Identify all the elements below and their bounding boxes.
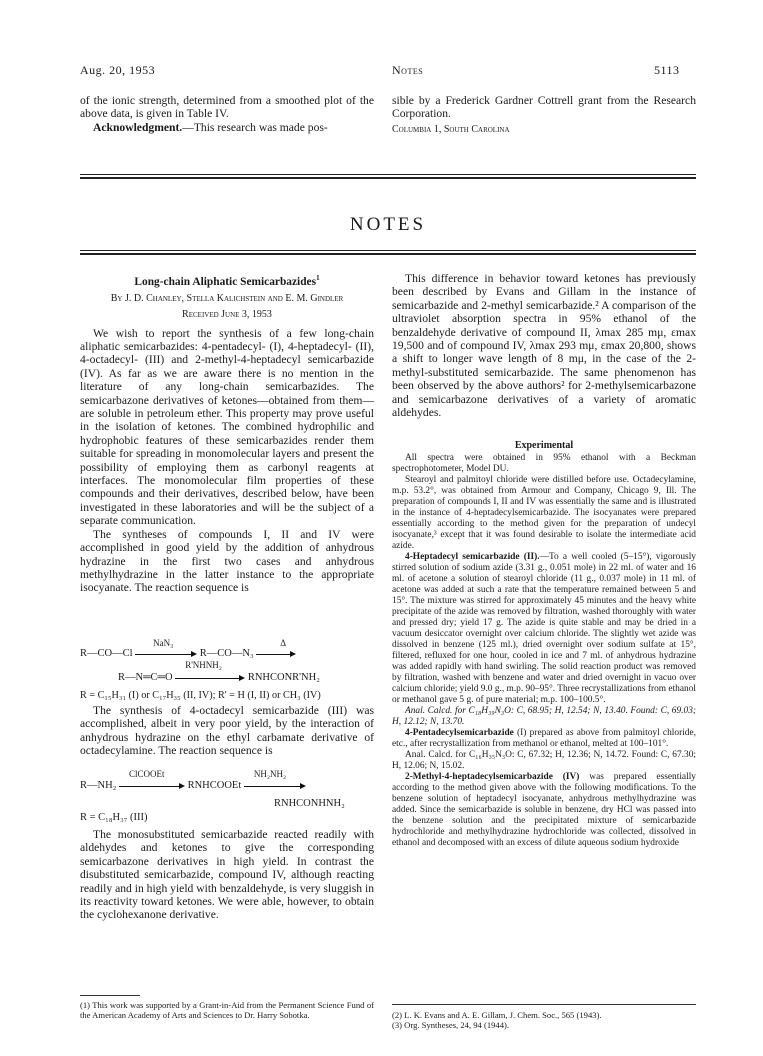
- eq2-reagent-2: NH₂NH₂: [253, 769, 287, 779]
- section-rule-top-2: [80, 177, 696, 179]
- affiliation: Columbia 1, South Carolina: [392, 123, 510, 135]
- exp-spectra: All spectra were obtained in 95% ethanol with a Beckman spectrophotometer, Model DU.: [392, 453, 696, 474]
- eq2-arrow-1: [119, 781, 185, 791]
- section-rule-bottom: [80, 250, 696, 251]
- eq1-arrow-1: [135, 649, 197, 659]
- exp-materials: Stearoyl and palmitoyl chloride were distilled before use. Octadecylamine, m.p. 53.2°, was obtained from Armour and Company, Chicago 9, Ill. The preparation of compounds I, II and IV was essentially the same and is illustrated in the instance of 4-heptadecylsemicarbazide. The isocyanates were prepared essentially according to the method given for the preparation of undecyl isocyanate,³ except that it was found desirable to isolate the intermediate acid azide.: [392, 475, 696, 551]
- eq1-reagent-1: NaN₃: [153, 638, 174, 648]
- paragraph-difference: This difference in behavior toward ketones has previously been described by Evans and Gillam in the instance of semicarbazide and 2-methyl semicarbazide.² A comparison of the ultraviolet absorption spectra in 95% ethanol of the benzaldehyde derivative of compound II, λmax 285 mμ, εmax 19,500 and of compound IV, λmax 293 mμ, εmax 20,800, shows a shift to longer wave length of 8 mμ, in the case of the 2-methyl-substituted semicarbazide. The same phenomenon has been observed by the above authors² for 2-methylsemicarbazone and semicarbazone derivatives of a variety of aromatic aldehydes.: [392, 272, 696, 420]
- eq1-product: RNHCONR'NH₂: [247, 672, 320, 683]
- section-rule-top: [80, 174, 696, 175]
- paragraph-syntheses: The syntheses of compounds I, II and IV were accomplished in good yield by the addition of anhydrous hydrazine in the first two cases and anhydrous methylhydrazine in the latter instance to the appropriate isocyanate. The reaction sequence is: [80, 527, 374, 595]
- eq1-reagent-3: R'NHNH₂: [185, 660, 222, 670]
- received-date: Received June 3, 1953: [182, 309, 272, 321]
- right-column: [392, 272, 696, 419]
- footnote-2: (2) L. K. Evans and A. E. Gillam, J. Chem. Soc., 565 (1943).: [392, 1010, 602, 1020]
- paragraph-reactivity: The monosubstituted semicarbazide reacted readily with aldehydes and ketones to give the corresponding semicarbazone derivatives in high yield. In contrast the disubstituted semicarbazide, compound IV, although reacting readily and in high yield with benzaldehyde, is very sluggish in its reactivity toward ketones. We were able, however, to obtain the cyclohexanone derivative.: [80, 828, 374, 922]
- footnote-3: (3) Org. Syntheses, 24, 94 (1944).: [392, 1020, 510, 1030]
- exp-analysis-1: Anal. Calcd. for C₁₈H₃₉N₃O: C, 68.95; H, 12.54; N, 13.40. Found: C, 69.03; H, 12.12; N, 13.70.: [392, 706, 696, 727]
- prev-text-right: sible by a Frederick Gardner Cottrell grant from the Research Corporation.: [392, 94, 696, 121]
- footnote-rule: [80, 995, 140, 996]
- header-page: 5113: [654, 63, 680, 77]
- eq2-product: RNHCONHNH₂: [274, 798, 345, 809]
- exp-heptadecyl: 4-Heptadecyl semicarbazide (II).—To a well cooled (5–15°), vigorously stirred solution of sodium azide (3.31 g., 0.051 mole) in 22 ml. of water and 16 ml. of acetone a solution of stearoyl chloride (11 g., 0.037 mole) in 11 ml. of acetone was added at such a rate that the temperature remained between 5 and 15°. The mixture was stirred for approximately 45 minutes and the heavy white precipitate of the azide was removed by filtration, washed thoroughly with water and pressed dry; yield 17 g. The azide is quite stable and may be dried in a vacuum desiccator overnight over calcium chloride. The slightly wet azide was dissolved in benzene (125 ml.), dried overnight over sodium sulfate at 15°, filtered, refluxed for one hour, cooled in ice and 7 ml. of anhydrous hydrazine was added rapidly with hand swirling. The solid reaction product was removed by filtration, washed with benzene and water and dried overnight in vacuo over calcium chloride; yield 9.0 g., m.p. 90–95°. Three recrystallizations from ethanol or methanol gave 5 g. of pure material; m.p. 100–100.5°.: [392, 552, 697, 705]
- left-column-2: [80, 704, 374, 758]
- equation-1-line-2: [118, 660, 320, 683]
- equation-1-definition: R = C₁₅H₃₁ (I) or C₁₇H₃₅ (II, IV); R' = H (I, II) or CH₃ (IV): [80, 690, 321, 701]
- footnote-rule-right: [392, 1004, 696, 1005]
- eq2-reagent-1: ClCOOEt: [128, 769, 165, 779]
- left-column-3: [80, 828, 374, 922]
- eq1-arrow-3: [175, 673, 245, 683]
- eq2-intermediate: RNHCOOEt: [187, 780, 242, 791]
- prev-text: of the ionic strength, determined from a smoothed plot of the above data, is given in Table IV.: [80, 94, 374, 121]
- header-section: Notes: [392, 63, 424, 77]
- experimental-section: [392, 440, 696, 849]
- ack-text: —This research was made pos-: [182, 120, 328, 134]
- ack-label: Acknowledgment.: [93, 120, 183, 134]
- eq1-isocyanate: R—N═C═O: [118, 672, 173, 683]
- eq1-intermediate: R—CO—N₃: [199, 648, 254, 659]
- header-date: Aug. 20, 1953: [80, 63, 156, 77]
- exp-pentadecyl: 4-Pentadecylsemicarbazide (I) prepared as above from palmitoyl chloride, etc., after recrystallization from methanol or ethanol, melted at 100–101°.: [392, 728, 696, 749]
- prev-article-left: [80, 94, 374, 134]
- experimental-heading: Experimental: [514, 440, 574, 451]
- paragraph-intro: We wish to report the synthesis of a few long-chain aliphatic semicarbazides: 4-pentadecyl- (I), 4-heptadecyl- (II), 4-octadecyl- (III) and 2-methyl-4-heptadecyl semicarbazide (IV). As far as we are aware there is no mention in the literature of any long-chain semicarbazides. The semicarbazone derivatives of ketones—obtained from them—are soluble in petroleum ether. This property may prove useful in the isolation of ketones. The combined hydrophilic and hydrophobic features of these semicarbazides render them suitable for spreading in monomolecular layers and present the possibility of employing them as carbonyl reagents at interfaces. The monomolecular film properties of these compounds and their derivatives, described below, have been investigated in these laboratories and will be the subject of a separate communication.: [80, 326, 374, 528]
- footnotes-right: [392, 1010, 696, 1030]
- eq2-reactant: R—NH₂: [80, 780, 117, 791]
- eq1-reagent-2: Δ: [280, 638, 287, 648]
- eq2-arrow-2: [244, 781, 306, 791]
- byline: By J. D. Chanley, Stella Kalichstein and E. M. Gindler: [110, 293, 344, 305]
- left-column: [80, 272, 374, 595]
- eq1-reactant: R—CO—Cl: [80, 648, 133, 659]
- equation-2-definition: R = C₁₈H₃₇ (III): [80, 812, 148, 823]
- exp-analysis-2: Anal. Calcd. for C₁₆H₃₅N₃O: C, 67.32; H, 12.36; N, 14.72. Found: C, 67.30; H, 12.06; N, 15.02.: [392, 750, 696, 771]
- article-title: Long-chain Aliphatic Semicarbazides$^1$: [134, 274, 320, 288]
- prev-article-right: [392, 94, 696, 136]
- section-rule-bottom-2: [80, 253, 696, 255]
- footnote-1: (1) This work was supported by a Grant-in-Aid from the Permanent Science Fund of the American Academy of Arts and Sciences to Dr. Harry Sobotka.: [80, 1000, 374, 1020]
- paragraph-octadecyl: The synthesis of 4-octadecyl semicarbazide (III) was accomplished, albeit in very poor yield, by the interaction of anhydrous hydrazine on the ethyl carbamate derivative of octadecylamine. The reaction sequence is: [80, 704, 374, 758]
- equation-1-line-1: [80, 638, 296, 659]
- eq1-arrow-2: [256, 649, 296, 659]
- exp-methyl-heptadecyl: 2-Methyl-4-heptadecylsemicarbazide (IV) was prepared essentially according to the method given above with the following modifications. To the benzene solution of heptadecyl isocyanate, anhydrous methylhydrazine was added. Since the semicarbazide is soluble in benzene, dry HCl was passed into the benzene solution and the precipitated mixture of semicarbazide hydrochloride and methylhydrazine hydrochloride was collected, dissolved in ethanol and decomposed with an excess of dilute aqueous sodium hydroxide: [392, 772, 696, 848]
- section-title: NOTES: [349, 214, 427, 235]
- equation-2-line-1: [80, 769, 306, 791]
